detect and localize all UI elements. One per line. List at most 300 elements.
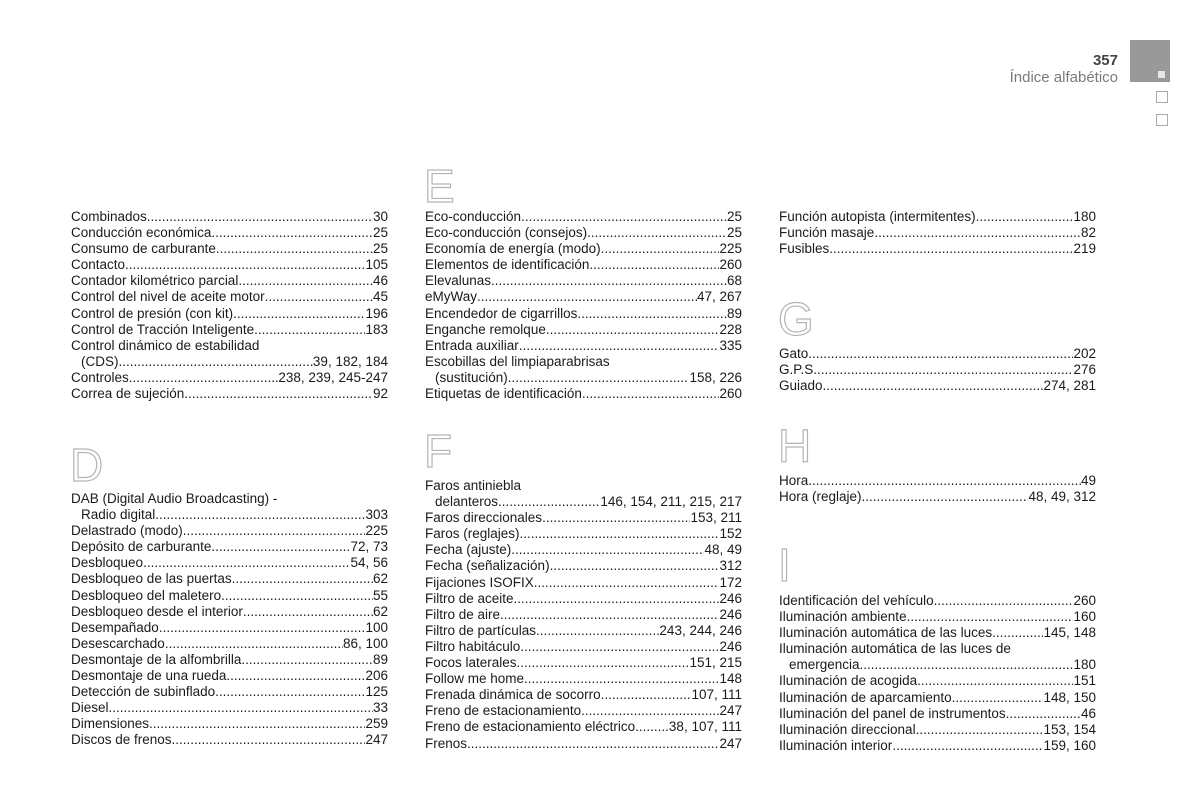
index-entry-label: Encendedor de cigarrillos	[425, 305, 578, 321]
dot-leader	[546, 322, 720, 338]
index-entry-pages: 33	[372, 700, 388, 716]
index-entry-pages: 89	[726, 305, 742, 321]
index-entry-pages: 202	[1073, 346, 1096, 361]
dot-leader	[521, 209, 727, 225]
index-entry	[425, 386, 742, 402]
index-entry	[71, 539, 388, 555]
index-entry-label: Freno de estacionamiento	[425, 703, 582, 719]
dot-leader	[550, 558, 720, 574]
dot-leader	[892, 738, 1043, 754]
index-entry-label: eMyWay	[425, 289, 478, 305]
index-entry	[425, 370, 742, 386]
index-entry-pages: 62	[372, 571, 388, 587]
dot-leader	[520, 639, 719, 655]
index-entry	[425, 703, 742, 719]
section-letter-d: D	[70, 439, 104, 491]
index-entry-label: Iluminación de aparcamiento	[779, 689, 952, 705]
dot-leader	[233, 306, 365, 322]
index-entry	[71, 354, 388, 370]
index-entry	[425, 736, 742, 752]
index-entry	[71, 306, 388, 322]
index-entry	[71, 668, 388, 684]
index-entry-label: Focos laterales	[425, 655, 517, 671]
dot-leader	[500, 607, 719, 623]
index-entry-pages: 39, 182, 184	[312, 353, 388, 369]
thumb-tab-box	[1156, 114, 1168, 126]
index-entry-label: (CDS)	[81, 353, 119, 369]
index-entry	[779, 625, 1096, 641]
thumb-tab-marker	[1158, 71, 1165, 78]
index-entry	[71, 700, 388, 716]
index-entry-label: Follow me home	[425, 671, 525, 687]
index-entry-pages: 247	[365, 732, 388, 748]
index-entry	[425, 273, 742, 289]
index-entry-pages: 243, 244, 246	[659, 622, 742, 638]
dot-leader	[992, 625, 1043, 641]
index-entry-heading: DAB (Digital Audio Broadcasting) -	[71, 491, 278, 506]
index-entry-label: Controles	[71, 369, 129, 385]
index-entry-label: Contacto	[71, 257, 126, 273]
index-entry	[425, 687, 742, 703]
index-entry	[779, 657, 1096, 673]
index-entry-label: Función autopista (intermitentes)	[779, 209, 976, 224]
index-entry	[779, 473, 1096, 489]
index-entry-heading: Faros antiniebla	[425, 478, 522, 493]
index-entry-label: Hora	[779, 473, 809, 488]
index-entry-label: Entrada auxiliar	[425, 337, 519, 353]
index-entry	[71, 507, 388, 523]
index-entry	[779, 706, 1096, 722]
index-block-f	[425, 478, 742, 752]
index-entry-pages: 107, 111	[691, 687, 742, 703]
section-letter-h: H	[778, 420, 812, 472]
dot-leader	[635, 719, 669, 735]
section-letter-g: G	[778, 293, 814, 345]
index-entry-label: Iluminación del panel de instrumentos	[779, 705, 1006, 721]
index-entry-label: Iluminación de acogida	[779, 673, 918, 689]
index-entry-label: Consumo de carburante	[71, 241, 216, 257]
index-entry-label: Fecha (ajuste)	[425, 542, 512, 558]
dot-leader	[508, 370, 690, 386]
index-entry-label: (sustitución)	[435, 369, 508, 385]
index-entry	[71, 588, 388, 604]
dot-leader	[862, 489, 1029, 505]
index-block-e	[425, 209, 742, 402]
index-entry-pages: 172	[719, 574, 742, 590]
index-entry-pages: 100	[365, 619, 388, 635]
index-entry-label: delanteros	[435, 494, 499, 510]
page-title: Índice alfabético	[1009, 69, 1118, 86]
index-entry-label: Control de presión (con kit)	[71, 305, 234, 321]
dot-leader	[147, 209, 373, 225]
index-entry-pages: 105	[365, 257, 388, 273]
dot-leader	[860, 657, 1074, 673]
index-entry	[425, 542, 742, 558]
index-entry-label: Radio digital	[81, 507, 156, 523]
dot-leader	[952, 690, 1044, 706]
dot-leader	[184, 386, 373, 402]
dot-leader	[149, 716, 365, 732]
index-entry-pages: 303	[365, 507, 388, 523]
index-entry-pages: 196	[365, 305, 388, 321]
index-entry-pages: 125	[365, 684, 388, 700]
index-entry	[71, 604, 388, 620]
index-entry	[71, 273, 388, 289]
index-entry-label: Filtro habitáculo	[425, 638, 521, 654]
index-entry-pages: 49	[1080, 473, 1096, 488]
index-block-g	[779, 346, 1096, 394]
dot-leader	[226, 668, 365, 684]
index-entry-label: Frenada dinámica de socorro	[425, 687, 601, 703]
index-entry-label: Filtro de aire	[425, 606, 501, 622]
dot-leader	[467, 736, 719, 752]
index-entry-label: Desescarchado	[71, 635, 165, 651]
dot-leader	[183, 523, 366, 539]
dot-leader	[215, 684, 365, 700]
index-entry-pages: 225	[365, 523, 388, 539]
index-entry-pages: 260	[719, 386, 742, 402]
index-entry-pages: 246	[719, 590, 742, 606]
dot-leader	[823, 378, 1044, 394]
index-entry-label: Faros direccionales	[425, 510, 543, 526]
dot-leader	[520, 526, 720, 542]
index-entry	[71, 370, 388, 386]
index-entry-label: Delastrado (modo)	[71, 523, 183, 539]
index-entry	[425, 623, 742, 639]
index-entry-pages: 86, 100	[342, 635, 388, 651]
index-entry	[779, 690, 1096, 706]
index-entry-pages: 225	[719, 241, 742, 257]
index-entry-label: Desbloqueo	[71, 555, 144, 571]
dot-leader	[581, 703, 719, 719]
dot-leader	[934, 593, 1074, 609]
index-entry-label: Elementos de identificación	[425, 257, 590, 273]
dot-leader	[601, 241, 720, 257]
index-entry-pages: 82	[1080, 225, 1096, 241]
dot-leader	[829, 241, 1073, 257]
index-entry-pages: 46	[1080, 705, 1096, 721]
index-entry-label: G.P.S.	[779, 362, 818, 378]
index-entry-pages: 62	[372, 603, 388, 619]
index-entry-pages: 206	[365, 668, 388, 684]
index-entry	[425, 338, 742, 354]
dot-leader	[238, 273, 373, 289]
index-entry-pages: 260	[1073, 593, 1096, 608]
dot-leader	[159, 620, 366, 636]
dot-leader	[917, 673, 1073, 689]
index-entry	[425, 257, 742, 273]
dot-leader	[542, 510, 690, 526]
index-entry-label: Contador kilométrico parcial	[71, 273, 239, 289]
index-entry	[71, 732, 388, 748]
dot-leader	[125, 257, 365, 273]
index-entry	[425, 289, 742, 305]
index-entry	[425, 494, 742, 510]
index-entry-pages: 238, 239, 245-247	[278, 369, 388, 385]
index-entry-label: Etiquetas de identificación	[425, 386, 582, 402]
index-entry-pages: 219	[1073, 241, 1096, 257]
index-entry	[71, 555, 388, 571]
index-entry-pages: 180	[1073, 657, 1096, 673]
index-entry-pages: 46	[372, 273, 388, 289]
dot-leader	[221, 588, 373, 604]
index-entry-pages: 89	[372, 651, 388, 667]
index-entry	[425, 558, 742, 574]
index-entry	[779, 362, 1096, 378]
dot-leader	[232, 571, 373, 587]
index-entry-label: Desbloqueo del maletero	[71, 587, 222, 603]
dot-leader	[517, 655, 690, 671]
page-number: 357	[1092, 52, 1118, 69]
index-entry-pages: 335	[719, 337, 742, 353]
index-entry-pages: 145, 148	[1043, 625, 1096, 641]
index-entry-pages: 247	[719, 735, 742, 751]
index-entry-heading: Escobillas del limpiaparabrisas	[425, 353, 610, 369]
index-entry	[71, 289, 388, 305]
index-entry-label: Gato	[779, 346, 809, 361]
index-entry-label: Elevalunas	[425, 273, 492, 289]
index-entry-pages: 152	[719, 526, 742, 542]
dot-leader	[143, 555, 350, 571]
index-entry	[779, 489, 1096, 505]
dot-leader	[243, 604, 373, 620]
index-entry-label: Filtro de partículas	[425, 622, 537, 638]
index-entry-pages: 180	[1073, 209, 1096, 224]
index-entry-pages: 247	[719, 703, 742, 719]
dot-leader	[241, 652, 373, 668]
index-entry-label: Filtro de aceite	[425, 590, 514, 606]
index-entry	[779, 593, 1096, 609]
index-entry-pages: 151	[1073, 673, 1096, 689]
index-entry-pages: 153, 154	[1043, 721, 1096, 737]
index-entry-label: Fijaciones ISOFIX	[425, 574, 534, 590]
index-entry	[71, 716, 388, 732]
dot-leader	[109, 700, 373, 716]
dot-leader	[129, 370, 279, 386]
dot-leader	[211, 225, 373, 241]
index-entry-label: Guiado	[779, 378, 823, 394]
index-entry	[71, 571, 388, 587]
index-block-i	[779, 593, 1096, 754]
index-entry-pages: 47, 267	[696, 289, 742, 305]
index-entry-label: Diesel	[71, 700, 109, 716]
index-entry	[71, 620, 388, 636]
dot-leader	[155, 507, 365, 523]
index-entry	[425, 655, 742, 671]
section-letter-f: F	[424, 425, 453, 477]
index-block-c	[71, 209, 388, 402]
index-entry-label: Desmontaje de la alfombrilla	[71, 651, 242, 667]
index-entry	[71, 209, 388, 225]
index-entry-pages: 25	[726, 209, 742, 224]
dot-leader	[211, 539, 350, 555]
index-entry	[425, 526, 742, 542]
dot-leader	[165, 636, 343, 652]
index-entry	[71, 241, 388, 257]
index-entry-pages: 45	[372, 289, 388, 305]
index-entry-label: Dimensiones	[71, 716, 150, 732]
index-entry	[425, 575, 742, 591]
index-entry-label: Economía de energía (modo)	[425, 241, 601, 257]
index-entry-pages: 25	[372, 225, 388, 241]
index-entry-label: Detección de subinflado	[71, 684, 216, 700]
index-entry-heading: Control dinámico de estabilidad	[71, 337, 260, 353]
index-entry-label: Iluminación automática de las luces	[779, 625, 993, 641]
index-entry	[779, 209, 1096, 225]
index-entry-label: Iluminación direccional	[779, 721, 916, 737]
dot-leader	[808, 473, 1081, 489]
index-entry	[779, 241, 1096, 257]
dot-leader	[514, 591, 720, 607]
index-entry-pages: 30	[372, 209, 388, 224]
dot-leader	[511, 542, 704, 558]
index-entry-pages: 259	[365, 716, 388, 732]
dot-leader	[1006, 706, 1081, 722]
dot-leader	[477, 289, 697, 305]
dot-leader	[216, 241, 373, 257]
index-entry-pages: 25	[726, 225, 742, 241]
dot-leader	[265, 289, 373, 305]
index-entry-label: Desmontaje de una rueda	[71, 668, 227, 684]
index-entry	[425, 322, 742, 338]
index-entry	[71, 225, 388, 241]
dot-leader	[534, 575, 720, 591]
dot-leader	[119, 354, 313, 370]
index-entry	[71, 322, 388, 338]
index-entry-pages: 146, 154, 211, 215, 217	[600, 494, 742, 510]
index-entry	[425, 591, 742, 607]
index-entry-label: Discos de frenos	[71, 732, 172, 748]
index-entry-pages: 160	[1073, 609, 1096, 625]
index-entry-label: Correa de sujeción	[71, 386, 185, 402]
index-entry-pages: 25	[372, 241, 388, 257]
dot-leader	[587, 225, 727, 241]
index-entry	[425, 719, 742, 735]
index-entry-label: Freno de estacionamiento eléctrico	[425, 719, 636, 735]
index-entry-pages: 148	[719, 671, 742, 687]
index-entry	[779, 225, 1096, 241]
index-entry-pages: 183	[365, 321, 388, 337]
index-block-h	[779, 473, 1096, 505]
index-entry-label: Iluminación ambiente	[779, 609, 907, 625]
index-entry-pages: 148, 150	[1043, 689, 1096, 705]
index-entry-label: Hora (reglaje)	[779, 489, 862, 505]
index-entry	[71, 636, 388, 652]
index-entry-label: Desbloqueo desde el interior	[71, 603, 243, 619]
index-entry	[71, 386, 388, 402]
index-entry-label: Enganche remolque	[425, 321, 546, 337]
index-entry-label: Función masaje	[779, 225, 875, 241]
index-block-f-cont	[779, 209, 1096, 257]
index-entry	[779, 378, 1096, 394]
index-entry	[425, 209, 742, 225]
section-letter-i: I	[778, 539, 791, 591]
dot-leader	[491, 273, 727, 289]
dot-leader	[172, 732, 366, 748]
index-entry-pages: 48, 49, 312	[1028, 489, 1096, 505]
index-entry-pages: 38, 107, 111	[668, 719, 742, 735]
index-entry-label: emergencia	[789, 657, 860, 673]
index-entry	[779, 609, 1096, 625]
index-entry-label: Control de Tracción Inteligente	[71, 321, 255, 337]
dot-leader	[536, 623, 659, 639]
index-entry-label: Conducción económica	[71, 225, 212, 241]
index-entry-heading: Iluminación automática de las luces de	[779, 641, 1011, 657]
index-entry-label: Fusibles	[779, 241, 830, 257]
index-entry	[779, 346, 1096, 362]
index-entry-pages: 92	[372, 386, 388, 402]
index-entry-pages: 72, 73	[350, 539, 388, 555]
index-entry-label: Control del nivel de aceite motor	[71, 289, 265, 305]
index-entry	[779, 722, 1096, 738]
index-entry	[71, 523, 388, 539]
index-entry-pages: 54, 56	[350, 555, 388, 571]
index-entry-pages: 246	[719, 606, 742, 622]
dot-leader	[874, 225, 1081, 241]
index-entry-label: Iluminación interior	[779, 737, 893, 753]
index-entry	[425, 510, 742, 526]
index-entry-label: Desbloqueo de las puertas	[71, 571, 232, 587]
index-block-d	[71, 491, 388, 749]
dot-leader	[577, 306, 727, 322]
index-entry-label: Desempañado	[71, 619, 159, 635]
index-entry-pages: 48, 49	[704, 542, 742, 558]
index-entry	[71, 684, 388, 700]
dot-leader	[976, 209, 1074, 225]
index-entry-label: Fecha (señalización)	[425, 558, 550, 574]
index-entry-pages: 312	[719, 558, 742, 574]
index-entry-label: Eco-conducción	[425, 209, 522, 224]
dot-leader	[589, 257, 719, 273]
dot-leader	[817, 362, 1073, 378]
index-entry-pages: 246	[719, 638, 742, 654]
index-entry	[425, 639, 742, 655]
dot-leader	[601, 687, 692, 703]
index-entry	[71, 257, 388, 273]
index-entry	[425, 306, 742, 322]
index-entry-pages: 153, 211	[690, 510, 742, 526]
dot-leader	[907, 609, 1074, 625]
index-entry-label: Combinados	[71, 209, 147, 224]
dot-leader	[519, 338, 720, 354]
index-entry-label: Identificación del vehículo	[779, 593, 934, 608]
index-entry-pages: 68	[726, 273, 742, 289]
index-entry	[779, 673, 1096, 689]
index-entry	[425, 241, 742, 257]
dot-leader	[498, 494, 600, 510]
dot-leader	[916, 722, 1044, 738]
index-entry	[425, 671, 742, 687]
dot-leader	[254, 322, 365, 338]
index-entry	[425, 607, 742, 623]
index-entry-pages: 158, 226	[689, 369, 742, 385]
section-letter-e: E	[424, 160, 455, 212]
dot-leader	[808, 346, 1073, 362]
index-entry-label: Faros (reglajes)	[425, 526, 520, 542]
index-entry-pages: 159, 160	[1043, 737, 1096, 753]
index-entry-label: Eco-conducción (consejos)	[425, 225, 588, 241]
index-entry-pages: 151, 215	[689, 655, 742, 671]
dot-leader	[524, 671, 719, 687]
index-entry-pages: 55	[372, 587, 388, 603]
dot-leader	[582, 386, 720, 402]
index-entry-pages: 228	[719, 321, 742, 337]
thumb-tab-box	[1156, 91, 1168, 103]
index-entry-pages: 276	[1073, 362, 1096, 378]
index-entry	[779, 738, 1096, 754]
index-entry	[425, 225, 742, 241]
index-entry-label: Frenos	[425, 735, 468, 751]
